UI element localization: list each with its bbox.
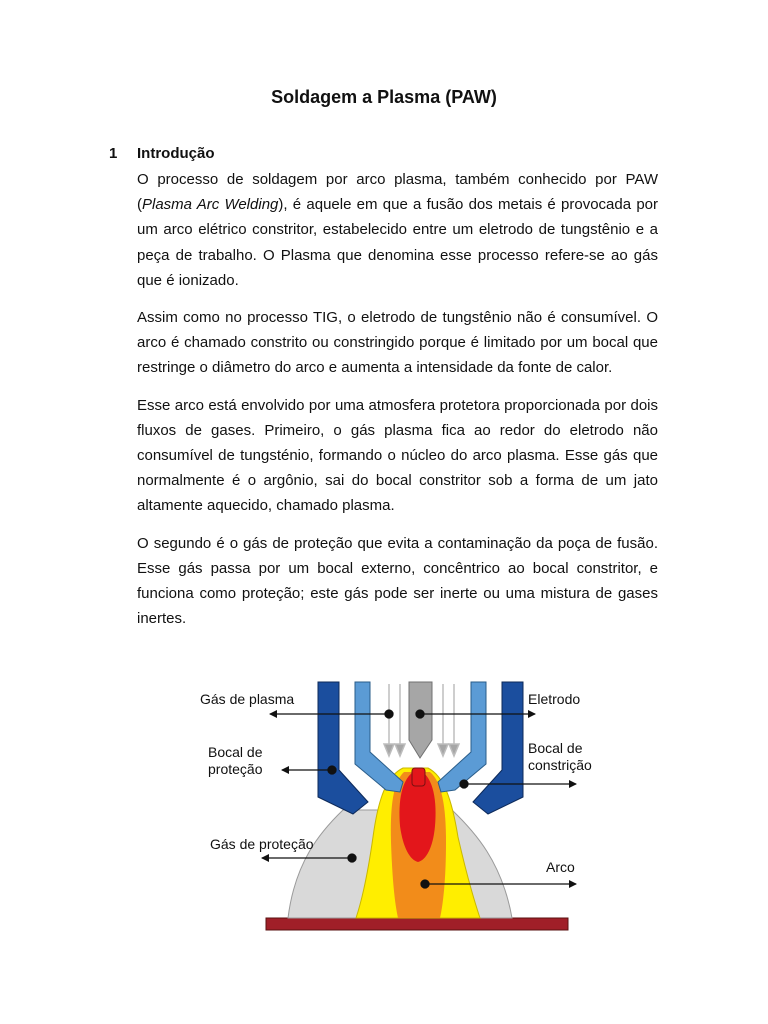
plasma-torch-diagram bbox=[190, 672, 610, 942]
label-eletrodo: Eletrodo bbox=[528, 691, 581, 707]
tungsten-electrode bbox=[409, 682, 432, 758]
label-bocal-constricao-line2: constrição bbox=[528, 757, 592, 773]
label-bocal-constricao-line1: Bocal de bbox=[528, 740, 583, 756]
dot-gas-plasma bbox=[385, 710, 393, 718]
paragraph-intro bbox=[137, 167, 658, 293]
label-gas-protecao: Gás de proteção bbox=[210, 836, 314, 852]
inner-nozzle-right bbox=[438, 682, 486, 792]
paragraph-intro-end: ), é aquele em que a fusão dos metais é provocada por um arco elétrico constritor, estabelecido entre um eletrodo de tungstênio e a peça de trabalho. O Plasma que denomina esse processo refere-se ao gás que é ionizado. bbox=[137, 196, 659, 289]
label-bocal-protecao-line2: proteção bbox=[208, 761, 263, 777]
paragraph-intro-italic: Plasma Arc Welding bbox=[142, 196, 279, 214]
dot-bocal-protecao bbox=[328, 766, 336, 774]
dot-arco bbox=[421, 880, 429, 888]
inner-nozzle-left bbox=[355, 682, 403, 792]
dot-eletrodo bbox=[416, 710, 424, 718]
label-gas-plasma: Gás de plasma bbox=[200, 691, 295, 707]
plasma-torch-svg bbox=[190, 672, 610, 942]
body-text bbox=[137, 167, 658, 643]
label-bocal-protecao-line1: Bocal de bbox=[208, 744, 263, 760]
dot-bocal-constricao bbox=[460, 780, 468, 788]
paragraph-tig-comparison: Assim como no processo TIG, o eletrodo de tungstênio não é consumível. O arco é chamado constrito ou constringido porque é limitado por um bocal que restringe o diâmetro do arco e aumenta a intensidade da fonte de calor. bbox=[137, 309, 658, 377]
label-arco: Arco bbox=[546, 859, 575, 875]
section-number: 1 bbox=[109, 145, 118, 162]
workpiece bbox=[266, 918, 568, 930]
dot-gas-protecao bbox=[348, 854, 356, 862]
paragraph-shielding-gas: O segundo é o gás de proteção que evita a contaminação da poça de fusão. Esse gás passa por um bocal externo, concêntrico ao bocal constritor, e funciona como proteção; este gás pode ser inerte ou uma mistura de gases inertes. bbox=[137, 534, 658, 628]
section-heading: Introdução bbox=[137, 145, 215, 162]
paragraph-gas-flows: Esse arco está envolvido por uma atmosfera protetora proporcionada por dois fluxos de gases. Primeiro, o gás plasma fica ao redor do eletrodo não consumível de tungsténio, formando o núcleo do arco plasma. Esse gás que normalmente é o argônio, sai do bocal constritor sob a forma de um jato altamente aquecido, chamado plasma. bbox=[137, 396, 658, 515]
paragraph-intro-start: O processo de soldagem por arco plasma, também conhecido por PAW ( bbox=[137, 171, 658, 214]
document-title: Soldagem a Plasma (PAW) bbox=[271, 87, 497, 107]
arc-root bbox=[412, 768, 425, 786]
